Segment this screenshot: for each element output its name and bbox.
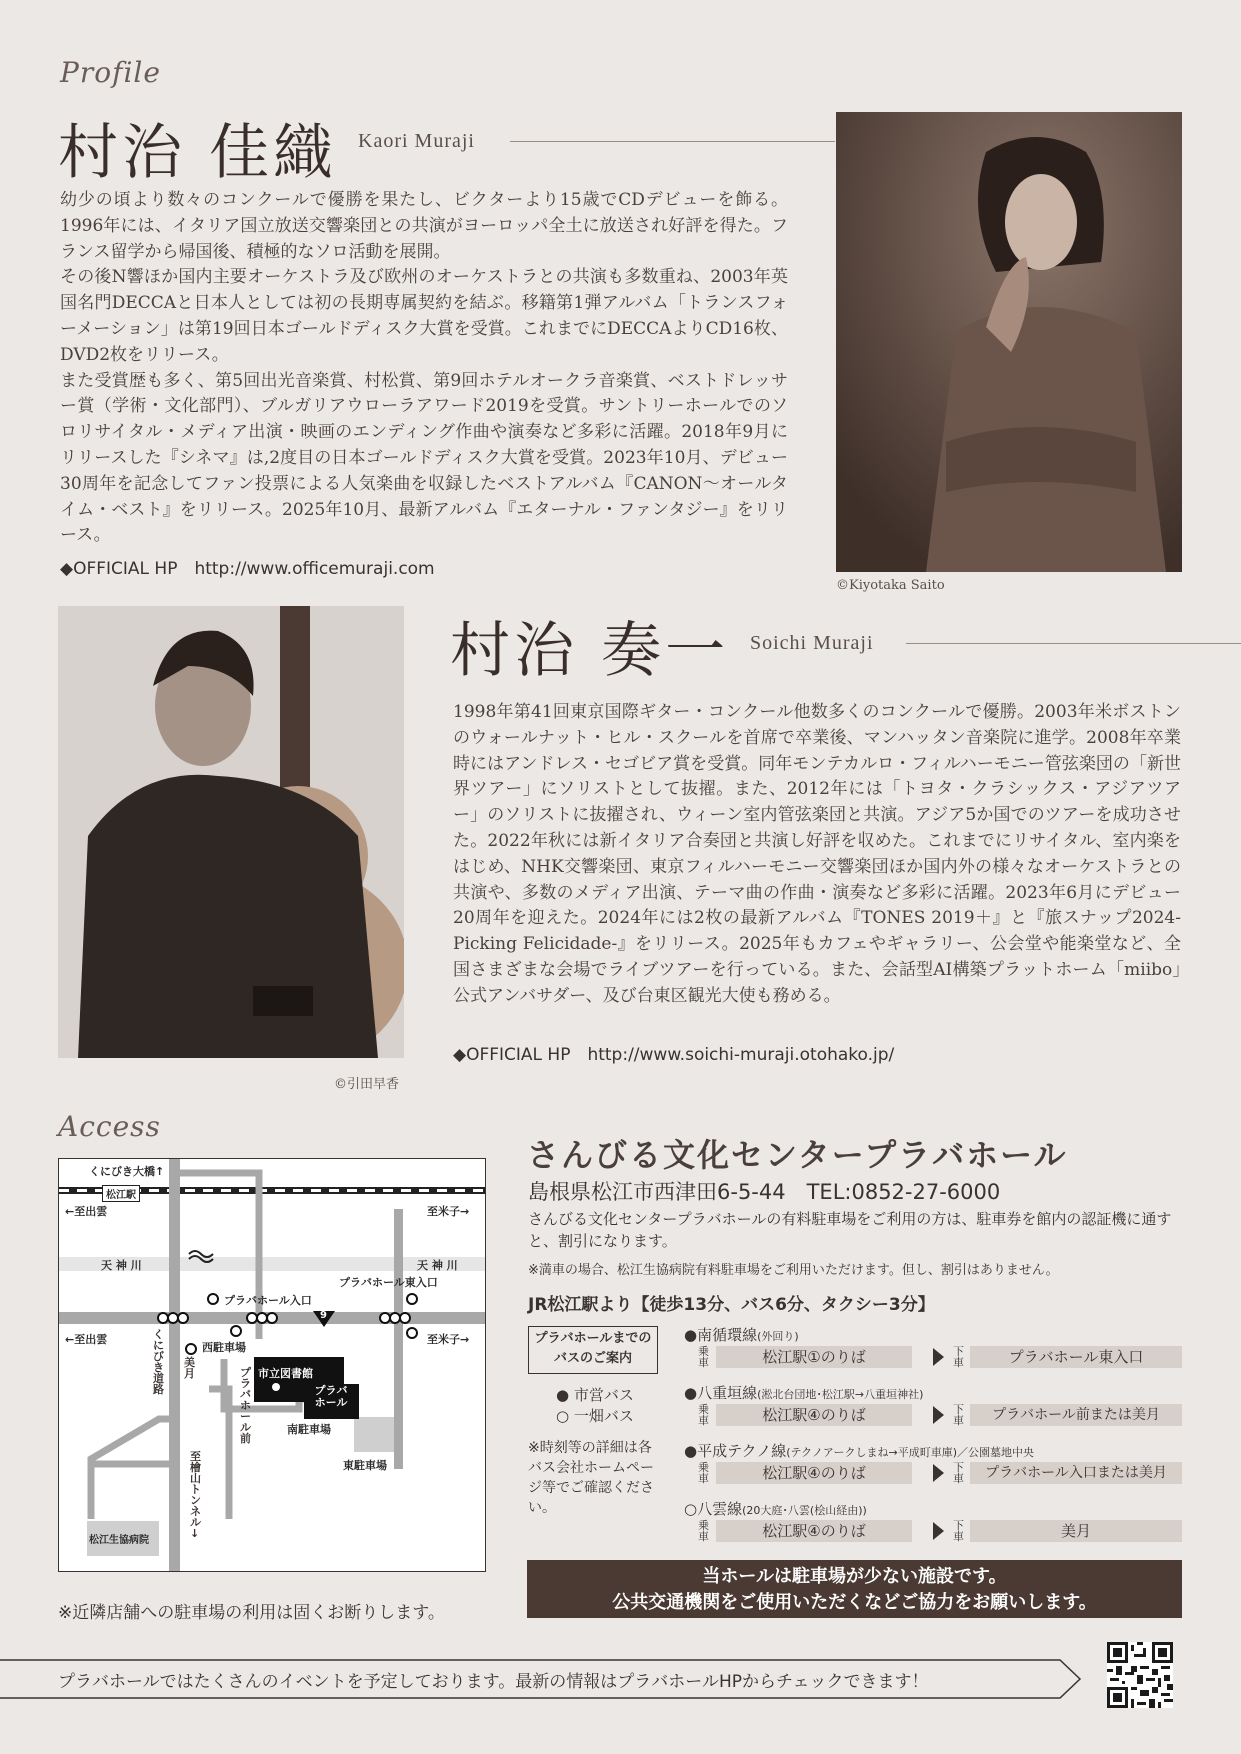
kaori-portrait-photo [836, 112, 1182, 572]
map-label-west-parking: 西駐車場 [202, 1341, 246, 1354]
soichi-name-rule [906, 643, 1241, 644]
qr-code-icon[interactable] [1107, 1642, 1173, 1708]
board-label: 乗車 [698, 1403, 709, 1427]
bus-legend-city: ● 市営バス [556, 1386, 634, 1404]
board-label: 乗車 [698, 1519, 709, 1543]
alight-stop: プラバホール東入口 [970, 1346, 1182, 1368]
soichi-name: 村治 奏一 [450, 616, 730, 686]
map-label-plaba-hall: プラバホール [314, 1384, 348, 1409]
map-label-to-izumo: ←至出雲 [65, 1205, 108, 1218]
alight-label: 下車 [953, 1403, 964, 1427]
arrow-icon [933, 1406, 944, 1424]
alight-label: 下車 [953, 1345, 964, 1369]
alight-stop: 美月 [970, 1520, 1182, 1542]
soichi-roman-name: Soichi Muraji [750, 632, 874, 654]
venue-name: さんびる文化センタープラバホール [527, 1136, 1068, 1174]
public-transport-banner [527, 1560, 1182, 1618]
parking-warning-note: ※近隣店舗への駐車場の利用は固くお断りします。 [58, 1603, 445, 1623]
map-label-matsue-station: 松江駅 [102, 1185, 140, 1202]
kaori-official-hp-link[interactable]: ◆OFFICIAL HP http://www.officemuraji.com [60, 559, 435, 579]
bus-legend-ichibata: ○ 一畑バス [556, 1407, 634, 1425]
banner-line: 公共交通機関をご使用いただくなどご協力をお願いします。 [612, 1592, 1097, 1613]
profile-heading: Profile [60, 56, 161, 89]
access-map [58, 1158, 486, 1572]
footer-notice: プラバホールではたくさんのイベントを予定しております。最新の情報はプラバホールHPからチェックできます！ [58, 1672, 929, 1692]
board-stop: 松江駅④のりば [716, 1520, 912, 1542]
soichi-portrait-photo [58, 606, 404, 1058]
kaori-bio-paragraph: また受賞歴も多く、第5回出光音楽賞、村松賞、第9回ホテルオークラ音楽賞、ベストドレッサー賞（学術・文化部門）、ブルガリアウローラアワード2019を受賞。サントリーホールでのソロリサイタル・メディア出演・映画のエンディング作曲や演奏など多彩に活躍。2018年9月にリリースした『シネマ』は,2度目の日本ゴールドディスク大賞を受賞。2023年10月、デビュー30周年を記念してファン投票による人気楽曲を収録したベストアルバム『CANON～オールタイム・ベスト』をリリース。2025年10月、最新アルバム『エターナル・ファンタジー』をリリース。 [60, 370, 788, 546]
kaori-bio-paragraph: 幼少の頃より数々のコンクールで優勝を果たし、ビクターより15歳でCDデビューを飾る。1996年には、イタリア国立放送交響楽団との共演がヨーロッパ全土に放送され好評を得た。フランス留学から帰国後、積極的なソロ活動を展開。 [60, 190, 788, 262]
alight-label: 下車 [953, 1519, 964, 1543]
access-heading: Access [58, 1110, 161, 1143]
map-label-library: 市立図書館 [258, 1367, 313, 1380]
board-stop: 松江駅④のりば [716, 1462, 912, 1484]
board-label: 乗車 [698, 1461, 709, 1485]
map-label-kunibiki-road: くにびき道路 [153, 1328, 164, 1396]
venue-address: 島根県松江市西津田6-5-44 TEL:0852-27-6000 [528, 1180, 1001, 1204]
kaori-portrait-illustration [836, 112, 1182, 572]
alight-stop: プラバホール前または美月 [970, 1404, 1182, 1426]
map-label-to-yonago: 至米子→ [427, 1333, 470, 1346]
bus-route-title: ●南循環線(外回り) [684, 1326, 799, 1344]
soichi-portrait-illustration [58, 606, 404, 1058]
parking-discount-note: さんびる文化センタープラバホールの有料駐車場をご利用の方は、駐車券を館内の認証機に通すと、割引になります。 [528, 1210, 1172, 1250]
qr-code-pattern [1107, 1642, 1173, 1708]
alight-stop: プラバホール入口または美月 [970, 1462, 1182, 1484]
board-label: 乗車 [698, 1345, 709, 1369]
map-label-tenjin-river: 天 神 川 [417, 1259, 458, 1272]
map-label-tenjin-river: 天 神 川 [101, 1259, 142, 1272]
map-label-kunibiki-bridge: くにびき大橋↑ [89, 1165, 165, 1178]
kaori-bio [60, 188, 788, 549]
map-label-tunnel: 至檜山トンネル↓ [190, 1450, 201, 1540]
arrow-icon [933, 1348, 944, 1366]
map-label-to-yonago: 至米子→ [427, 1205, 470, 1218]
alight-label: 下車 [953, 1461, 964, 1485]
map-label-plaba-entrance: プラバホール入口 [224, 1294, 312, 1307]
kaori-name-rule [510, 141, 835, 142]
kaori-bio-paragraph: その後N響ほか国内主要オーケストラ及び欧州のオーケストラとの共演も多数重ね、2003年英国名門DECCAと日本人としては初の長期専属契約を結ぶ。移籍第1弾アルバム「トランスフォーメーション」は第19回日本ゴールドディスク大賞を受賞。これまでにDECCAよりCD16枚、DVD2枚をリリース。 [60, 267, 788, 365]
parking-full-note: ※満車の場合、松江生協病院有料駐車場をご利用いただけます。但し、割引はありません。 [528, 1263, 1059, 1278]
kaori-roman-name: Kaori Muraji [358, 130, 475, 152]
map-label-east-parking: 東駐車場 [343, 1459, 387, 1472]
map-label-hospital: 松江生協病院 [89, 1535, 149, 1546]
map-label-plaba-front: プラバホール前 [240, 1366, 251, 1445]
map-label-to-izumo: ←至出雲 [65, 1333, 108, 1346]
kaori-photo-credit: ©Kiyotaka Saito [836, 578, 945, 593]
arrow-icon [933, 1522, 944, 1540]
schedule-note: ※時刻等の詳細は各バス会社ホームページ等でご確認ください。 [528, 1440, 654, 1516]
soichi-bio: 1998年第41回東京国際ギター・コンクール他数多くのコンクールで優勝。2003年米ボストンのウォールナット・ヒル・スクールを首席で卒業後、マンハッタン音楽院に進学。2008年卒業時にはアンドレス・セゴビア賞を受賞。同年モンテカルロ・フィルハーモニー管弦楽団の「新世界ツアー」にソリストとして抜擢。また、2012年には「トヨタ・クラシックス・アジアツアー」のソリストに抜擢され、ウィーン室内管弦楽団と共演。アジア5か国でのツアーを成功させた。2022年秋には新イタリア合奏団と共演し好評を収めた。これまでにリサイタル、室内楽をはじめ、NHK交響楽団、東京フィルハーモニー交響楽団ほか国内外の様々なオーケストラとの共演や、多数のメディア出演、テーマ曲の作曲・演奏など多彩に活躍。2023年6月にデビュー20周年を迎えた。2024年には2枚の最新アルバム『TONES 2019＋』と『旅スナップ2024-Picking Felicidade-』をリリース。2025年もカフェやギャラリー、公会堂や能楽堂など、全国さまざまな会場でライブツアーを行っている。また、会話型AI構築プラットホーム「miibo」公式アンバサダー、及び台東区観光大使も務める。 [453, 702, 1181, 1006]
bus-guide-box: プラバホールまでのバスのご案内 [528, 1326, 658, 1374]
soichi-photo-credit: ©引田早香 [334, 1077, 400, 1092]
soichi-official-hp-link[interactable]: ◆OFFICIAL HP http://www.soichi-muraji.otohako.jp/ [453, 1045, 895, 1065]
board-stop: 松江駅①のりば [716, 1346, 912, 1368]
bus-route-title: ●平成テクノ線(テクノアークしまね→平成町車庫)／公園墓地中央 [684, 1442, 1035, 1460]
bus-route-title: ●八重垣線(淞北台団地･松江駅→八重垣神社) [684, 1384, 924, 1402]
board-stop: 松江駅④のりば [716, 1404, 912, 1426]
map-label-east-entrance: プラバホール東入口 [339, 1276, 438, 1289]
map-label-bus-stop: 美月 [184, 1356, 195, 1380]
map-label-route-9: 9 [320, 1310, 327, 1321]
bus-route-title: ○八雲線(20大庭･八雲(桧山経由)) [684, 1500, 867, 1518]
banner-line: 当ホールは駐車場が少ない施設です。 [702, 1566, 1007, 1587]
arrow-icon [933, 1464, 944, 1482]
map-label-south-parking: 南駐車場 [287, 1423, 331, 1436]
kaori-name: 村治 佳織 [58, 118, 338, 188]
access-from-station: JR松江駅より【徒歩13分、バス6分、タクシー3分】 [528, 1295, 935, 1315]
